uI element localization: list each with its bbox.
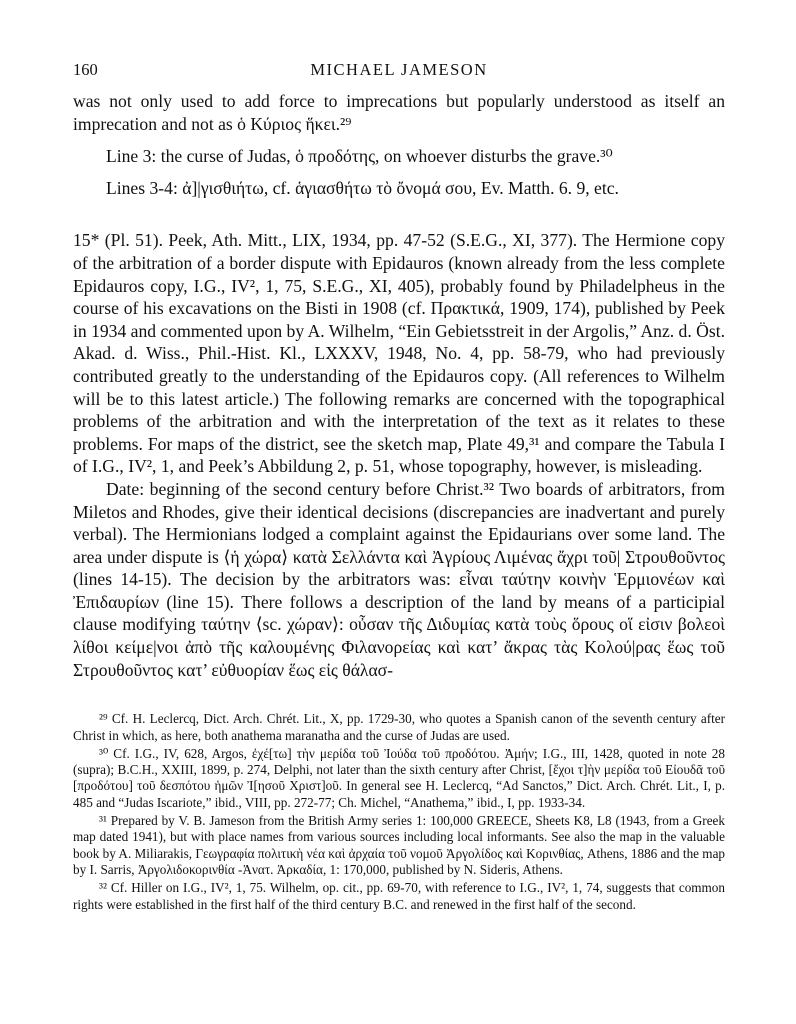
note-lines-3-4: Lines 3-4: ἀ]|γισθιήτω, cf. ἁγιασθήτω τὸ ὄνομά σου, Ev. Matth. 6. 9, etc. [106, 177, 619, 198]
page [73, 60, 725, 915]
footnotes [73, 711, 725, 913]
main-text [73, 90, 725, 681]
footnote-32: ³² Cf. Hiller on I.G., IV², 1, 75. Wilhelm, op. cit., pp. 69-70, with reference to I.G., IV², 1, 74, suggests that common rights were established in the first half of the third century B.C. and renewed in the first half of the second. [73, 880, 725, 912]
note-line-3: Line 3: the curse of Judas, ὁ προδότης, on whoever disturbs the grave.³⁰ [106, 146, 613, 167]
date-paragraph: Date: beginning of the second century before Christ.³² Two boards of arbitrators, from Miletos and Rhodes, give their identical decisions (discrepancies are inadvertant and purely verbal). The Hermionians lodged a complaint against the Epidaurians over some land. The area under dispute is ⟨ἡ χώρα⟩ κατὰ Σελλάντα καὶ Ἀγρίους Λιμένας ἄχρι τοῦ| Στρουθοῦντος (lines 14-15). The decision by the arbitrators was: εἶναι ταύτην κοινὴν Ἑρμιονέων καὶ Ἐπιδαυρίων (line 15). There follows a description of the land by means of a participial clause modifying ταύτην ⟨sc. χώραν⟩: οὖσαν τῆς Διδυμίας κατὰ τοὺς ὅρους οἵ εἰσιν βολεοὶ λίθοι κείμε|νοι ἀπὸ τῆς καλουμένης Φιλανορείας καὶ κατ’ ἄκρας τὰς Κολού|ρας ἕως τοῦ Στρουθοῦντος κατ’ εὐθυορίαν ἕως εἰς θάλασ- [73, 478, 725, 680]
footnote-31: ³¹ Prepared by V. B. Jameson from the British Army series 1: 100,000 GREECE, Sheets K8, L8 (1943, from a Greek map dated 1941), but with place names from various sources including local informants. See also the map in the valuable book by A. Miliarakis, Γεωγραφία πολιτικὴ νέα καὶ ἀρχαία τοῦ νομοῦ Ἀργολίδος καὶ Κορινθίας, Athens, 1886 and the map by I. Sarris, Ἀργολιδοκορινθία -Ἀνατ. Ἀρκαδία, 1: 170,000, published by N. Sideris, Athens. [73, 813, 726, 877]
footnote-30: ³⁰ Cf. I.G., IV, 628, Argos, ἐχέ[τω] τὴν μερίδα τοῦ Ἰούδα τοῦ προδότου. Ἀμήν; I.G., III, 1428, quoted in note 28 (supra); B.C.H., XXIII, 1899, p. 274, Delphi, not later than the sixth century after Christ, [ἔχοι τ]ὴν μερίδα τοῦ Εἰουδᾶ τοῦ [προδότου] τοῦ δεσπότου ἡμῶν Ἰ[ησοῦ Χριστ]οῦ. In general see H. Leclercq, “Ad Sanctos,” Dict. Arch. Chrét. Lit., I, p. 485 and “Judas Iscariote,” ibid., VIII, pp. 272-77; Ch. Michel, “Anathema,” ibid., I, pp. 1933-34. [73, 745, 725, 810]
entry-15-paragraph: 15* (Pl. 51). Peek, Ath. Mitt., LIX, 1934, pp. 47-52 (S.E.G., XI, 377). The Hermione copy of the arbitration of a border dispute with Epidauros (known already from the less complete Epidauros copy, I.G., IV², 1, 75, S.E.G., XI, 405), probably found by Philadelpheus in the course of his excavations on the Bisti in 1908 (cf. Πρακτικά, 1909, 174), published by Peek in 1934 and commented upon by A. Wilhelm, “Ein Gebietsstreit in der Argolis,” Anz. d. Öst. Akad. d. Wiss., Phil.-Hist. Kl., LXXXV, 1948, No. 4, pp. 58-79, who had previously contributed greatly to the understanding of the Epidauros copy. (All references to Wilhelm will be to this latest article.) The following remarks are concerned with the topographical problems of the arbitration and with the interpretation of the text as it relates to these problems. For maps of the district, see the sketch map, Plate 49,³¹ and compare the Tabula I of I.G., IV², 1, and Peek’s Abbildung 2, p. 51, whose topography, however, is misleading. [73, 230, 725, 477]
page-header [73, 60, 725, 90]
running-head: MICHAEL JAMESON [310, 60, 488, 79]
page-number: 160 [73, 60, 98, 79]
footnote-29: ²⁹ Cf. H. Leclercq, Dict. Arch. Chrét. Lit., X, pp. 1729-30, who quotes a Spanish canon of the seventh century after Christ in which, as here, both anathema maranatha and the curse of Judas are used. [73, 711, 725, 743]
paragraph-continuation: was not only used to add force to imprecations but popularly understood as itself an imprecation and not as ὁ Κύριος ἥκει.²⁹ [73, 91, 725, 134]
